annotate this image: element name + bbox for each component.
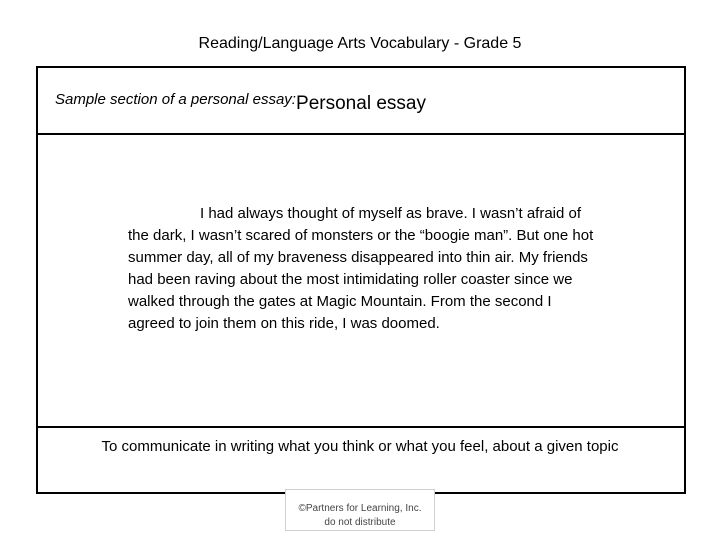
copyright-footer bbox=[285, 489, 435, 531]
term-title: Personal essay bbox=[296, 93, 426, 114]
definition-text: To communicate in writing what you think or what you feel, about a given topic bbox=[101, 438, 619, 455]
page-title: Reading/Language Arts Vocabulary - Grade 5 bbox=[198, 35, 522, 52]
essay-sample-text: I had always thought of myself as brave. I wasn’t afraid of the dark, I wasn’t scared of monsters or the “boogie man”. But one hot summer day, all of my braveness disappeared into thin air. My friends had been raving about the most intimidating roller coaster since we walked through the gates at Magic Mountain. From the second I agreed to join them on this ride, I was doomed. bbox=[128, 205, 594, 332]
distribution-notice: do not distribute bbox=[324, 517, 396, 528]
example-label: Sample section of a personal essay: bbox=[55, 91, 296, 108]
copyright-text: ©Partners for Learning, Inc. bbox=[298, 503, 422, 514]
